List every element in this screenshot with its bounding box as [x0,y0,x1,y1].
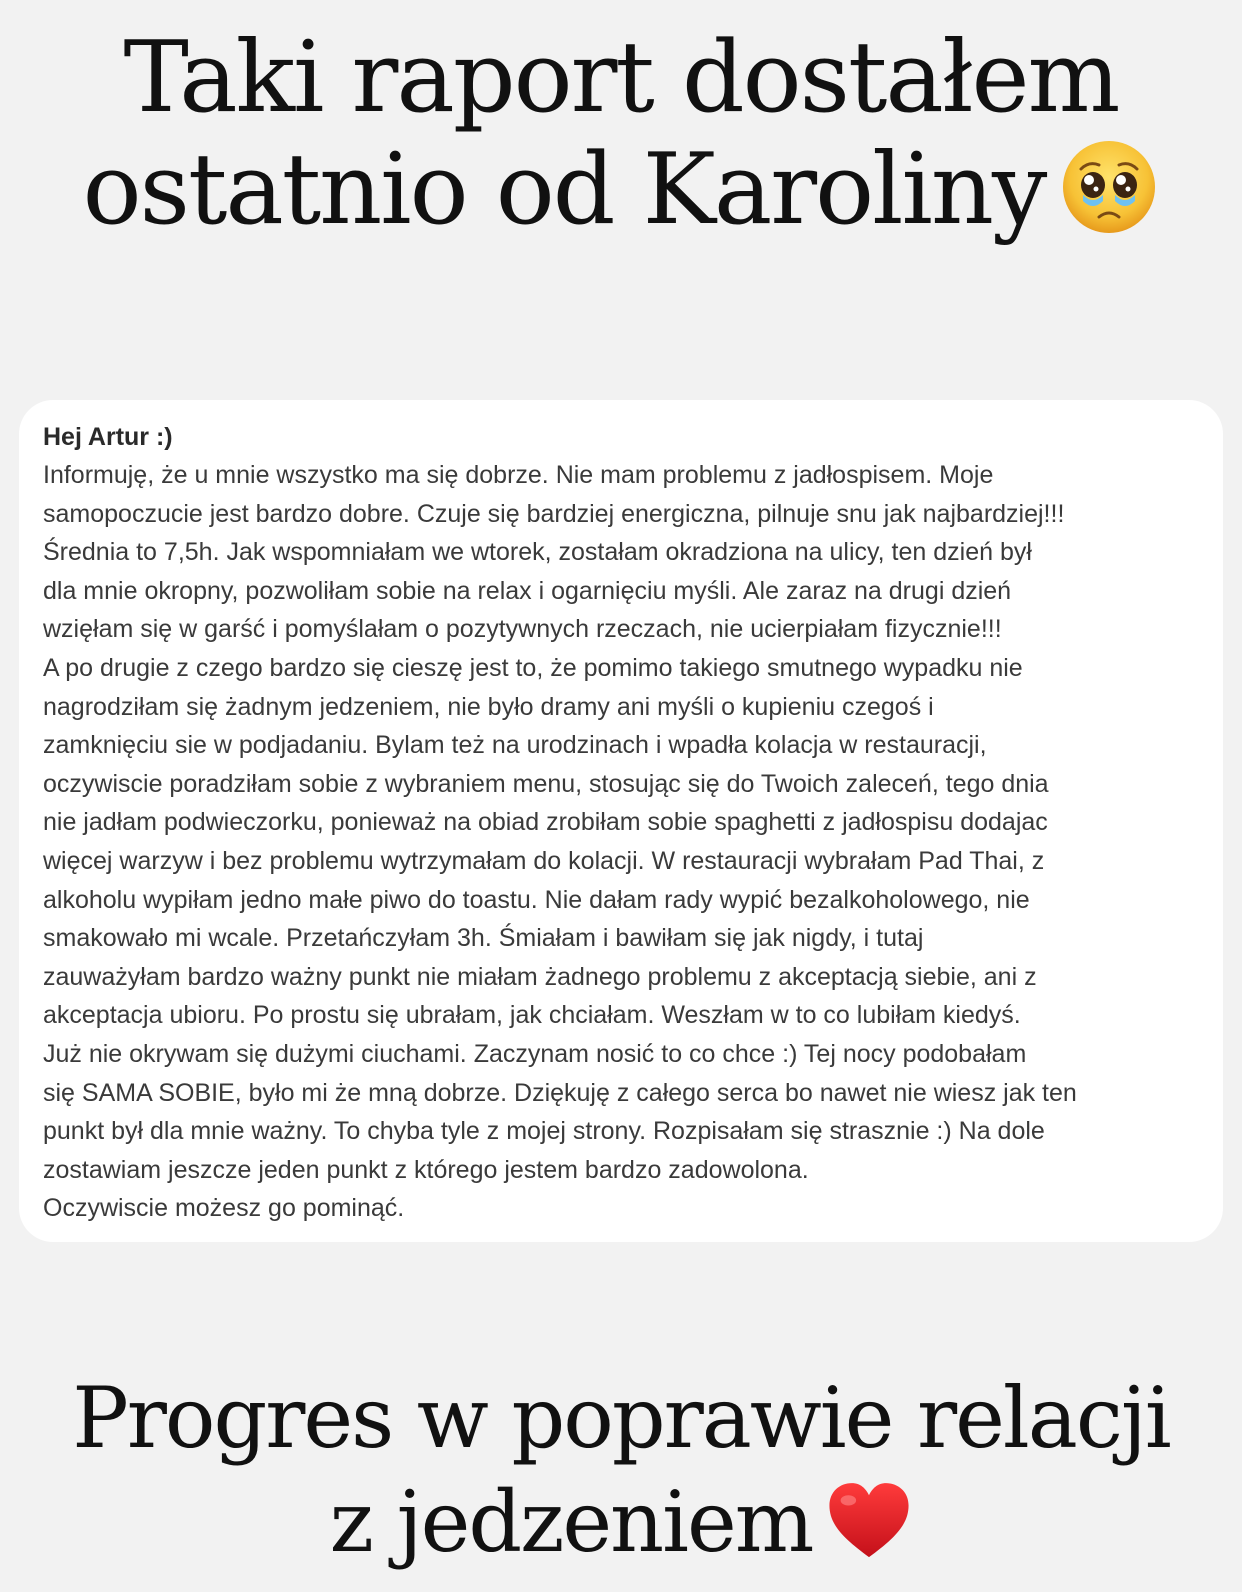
message-line: nagrodziłam się żadnym jedzeniem, nie było dramy ani myśli o kupieniu czegoś i [43,692,934,721]
bottom-heading-line-2: z jedzeniem [329,1473,813,1571]
message-line: zamknięciu sie w podjadaniu. Bylam też na urodzinach i wpadła kolacja w restauracji, [43,731,987,760]
message-line: punkt był dla mnie ważny. To chyba tyle z mojej strony. Rozpisałam się strasznie :) Na dole [43,1117,1045,1146]
bottom-heading-line-1: Progres w poprawie relacji [72,1369,1170,1467]
message-line: się SAMA SOBIE, było mi że mną dobrze. Dziękuję z całego serca bo nawet nie wiesz jak ten [43,1078,1077,1107]
top-heading [0,22,1242,246]
message-line: zauważyłam bardzo ważny punkt nie miałam żadnego problemu z akceptacją siebie, ani z [43,962,1037,991]
message-line: Oczywiscie możesz go pominąć. [43,1194,405,1223]
message-line: nie jadłam podwieczorku, ponieważ na obiad zrobiłam sobie spaghetti z jadłospisu dodajac [43,808,1048,837]
message-line: Średnia to 7,5h. Jak wspomniałam we wtorek, zostałam okradziona na ulicy, ten dzień był [43,538,1032,567]
message-body [43,456,1199,1228]
bottom-heading-line-2-wrap [0,1470,1242,1574]
message-line: Informuję, że u mnie wszystko ma się dobrze. Nie mam problemu z jadłospisem. Moje [43,461,994,489]
red-heart-icon [826,1481,912,1561]
message-line: Już nie okrywam się dużymi ciuchami. Zaczynam nosić to co chce :) Tej nocy podobałam [43,1039,1027,1068]
top-heading-line-1: Taki raport dostałem [123,21,1119,135]
bottom-heading [0,1366,1242,1574]
message-line: smakowało mi wcale. Przetańczyłam 3h. Śmiałam i bawiłam się jak nigdy, i tutaj [43,924,924,953]
message-line: wzięłam się w garść i pomyślałam o pozytywnych rzeczach, nie ucierpiałam fizycznie!!! [43,615,1002,644]
message-line: akceptacja ubioru. Po prostu się ubrałam, jak chciałam. Weszłam w to co lubiłam kiedyś. [43,1001,1021,1030]
pleading-face-icon [1059,137,1159,237]
message-line: więcej warzyw i bez problemu wytrzymałam do kolacji. W restauracji wybrałam Pad Thai, z [43,846,1045,875]
message-line: samopoczucie jest bardzo dobre. Czuje się bardziej energiczna, pilnuje snu jak najbardziej!!! [43,499,1065,528]
message-line: A po drugie z czego bardzo się cieszę jest to, że pomimo takiego smutnego wypadku nie [43,653,1023,682]
message-line: alkoholu wypiłam jedno małe piwo do toastu. Nie dałam rady wypić bezalkoholowego, nie [43,885,1030,914]
message-line: zostawiam jeszcze jeden punkt z którego jestem bardzo zadowolona. [43,1155,809,1184]
message-line: dla mnie okropny, pozwoliłam sobie na relax i ogarnięciu myśli. Ale zaraz na drugi dzień [43,576,1012,605]
message-line: oczywiscie poradziłam sobie z wybraniem menu, stosując się do Twoich zaleceń, tego dnia [43,769,1049,798]
message-card [19,400,1223,1242]
top-heading-line-2: ostatnio od Karoliny [82,133,1046,247]
message-greeting: Hej Artur :) [43,423,173,451]
top-heading-line-2-wrap [0,134,1242,246]
